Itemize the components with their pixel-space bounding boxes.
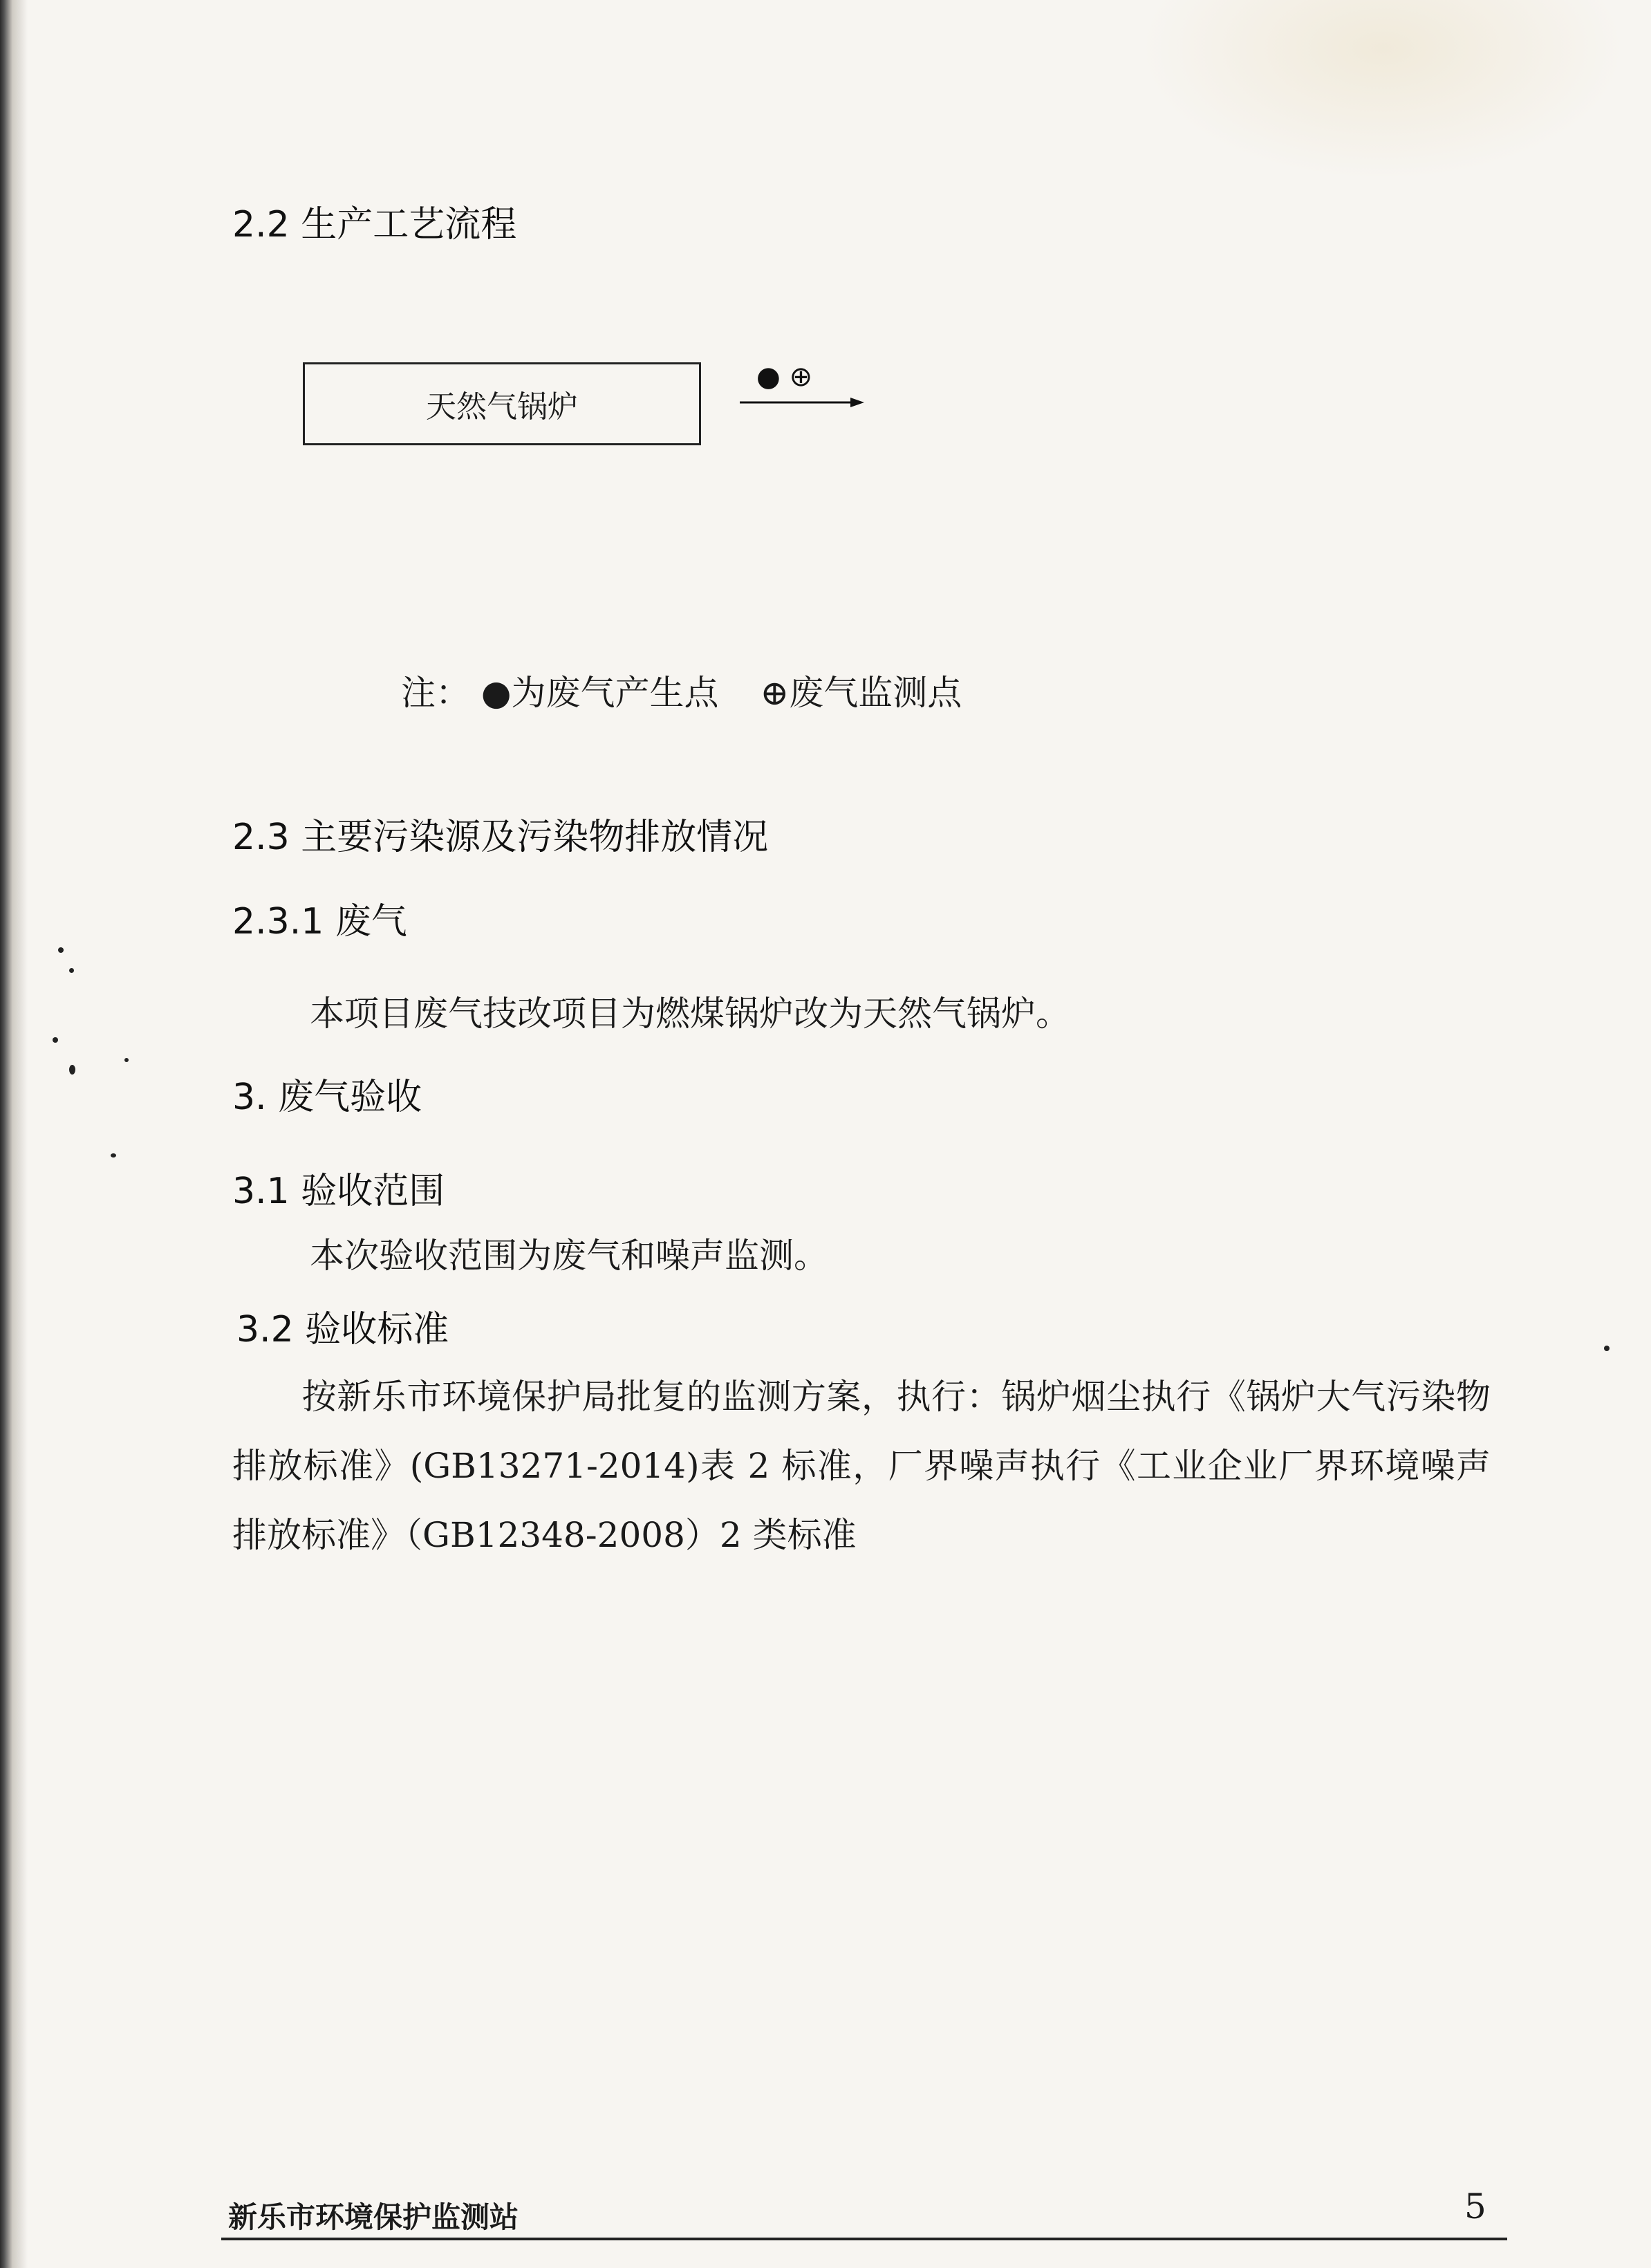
section-2-3-heading: 2.3 主要污染源及污染物排放情况 xyxy=(232,817,769,858)
footer-rule xyxy=(221,2238,1507,2240)
scan-speck xyxy=(111,1153,116,1158)
section-2-2-heading: 2.2 生产工艺流程 xyxy=(232,204,517,245)
scan-speck xyxy=(1604,1346,1610,1351)
page-stain xyxy=(1141,0,1625,180)
section-3-2-text: 按新乐市环境保护局批复的监测方案，执行：锅炉烟尘执行《锅炉大气污染物排放标准》(GB13271-2014)表 2 标准，厂界噪声执行《工业企业厂界环境噪声排放标准》（GB12348-2008）2 类标准 xyxy=(232,1377,1491,1555)
section-3-1-heading: 3.1 验收范围 xyxy=(232,1171,445,1212)
page-edge-shadow xyxy=(0,0,28,2268)
section-3-2-paragraph xyxy=(232,1362,1491,1570)
flow-box-gas-boiler: 天然气锅炉 xyxy=(303,362,701,445)
section-3-2-heading: 3.2 验收标准 xyxy=(236,1309,449,1350)
section-3-heading: 3. 废气验收 xyxy=(232,1077,422,1118)
scan-speck xyxy=(69,968,74,973)
footer-page-number: 5 xyxy=(1464,2186,1486,2227)
note-generation-point: ●为废气产生点 xyxy=(481,673,719,713)
scan-speck xyxy=(58,947,64,953)
scan-speck xyxy=(53,1037,58,1043)
scan-speck xyxy=(124,1058,129,1062)
diagram-note xyxy=(401,665,962,715)
footer-organization: 新乐市环境保护监测站 xyxy=(228,2200,519,2234)
section-2-3-1-heading: 2.3.1 废气 xyxy=(232,901,407,942)
flow-arrow xyxy=(740,396,864,409)
note-label: 注： xyxy=(401,673,470,713)
flow-markers: ● ⊕ xyxy=(756,361,813,393)
section-2-3-1-text: 本项目废气技改项目为燃煤锅炉改为天然气锅炉。 xyxy=(310,994,1070,1034)
scan-speck xyxy=(69,1065,75,1075)
section-3-1-text: 本次验收范围为废气和噪声监测。 xyxy=(310,1236,828,1276)
note-monitoring-point: ⊕废气监测点 xyxy=(760,673,962,713)
